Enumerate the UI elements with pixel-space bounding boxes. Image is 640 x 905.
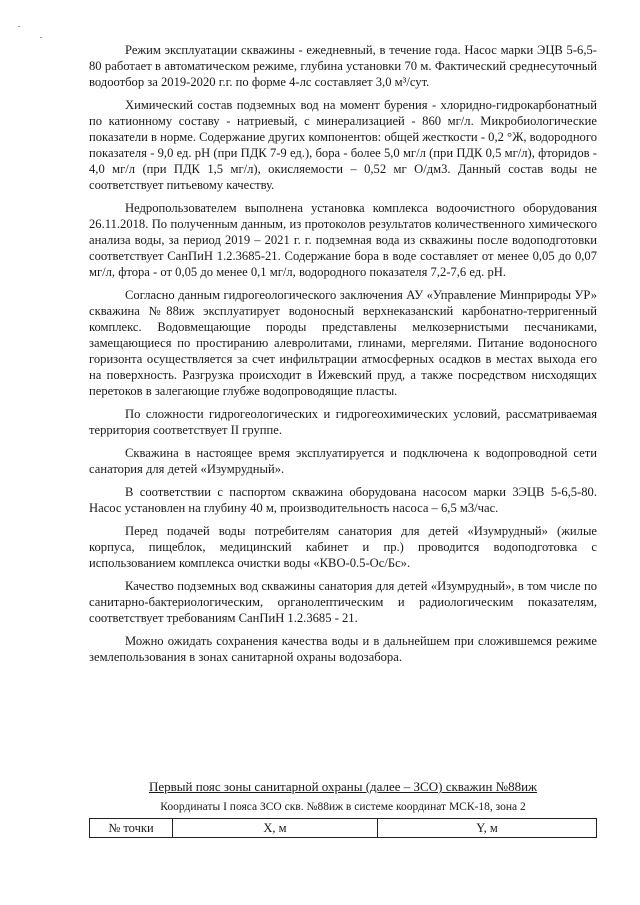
- body-text: [89, 42, 597, 672]
- table-caption: Координаты I пояса ЗСО скв. №88иж в системе координат МСК-18, зона 2: [160, 801, 526, 813]
- section-heading: Первый пояс зоны санитарной охраны (далее – ЗСО) скважин №88иж: [148, 779, 538, 794]
- paragraph: В соответствии с паспортом скважина оборудована насосом марки 3ЭЦВ 5-6,5-80. Насос установлен на глубину 40 м, производительность насоса – 6,5 м3/час.: [89, 485, 597, 515]
- paragraph: Химический состав подземных вод на момент бурения - хлоридно-гидрокарбонатный по катионному составу - натриевый, с минерализацией - 860 мг/л. Микробиологические показатели в норме. Содержание других компонентов: общей жесткости - 0,2 °Ж, водородного показателя - 9,0 ед. рН (при ПДК 7-9 ед.), бора - более 5,0 мг/л (при ПДК 0,5 мг/л), фторидов - 4,0 мг/л (при ПДК 1,5 мг/л), окисляемости – 0,52 мг О/дм3. Данный состав воды не соответствует питьевому качеству.: [89, 98, 597, 192]
- column-header-x: X, м: [173, 819, 378, 838]
- paragraph: Согласно данным гидрогеологического заключения АУ «Управление Минприроды УР» скважина №88иж эксплуатирует водоносный верхнеказанский карбонатно-терригенный комплекс. Водовмещающие породы представлены мелкозернистыми песчаниками, замещающиеся по простиранию алевролитами, глинами, мергелями. Питание водоносного горизонта осуществляется за счет инфильтрации атмосферных осадков в местах выхода его на поверхность. Разгрузка происходит в Ижевский пруд, а также посредством нисходящих перетоков в залегающие глубже водопроводящие пласты.: [89, 288, 597, 398]
- paragraph: Можно ожидать сохранения качества воды и в дальнейшем при сложившемся режиме землепользования в зонах санитарной охраны водозабора.: [89, 634, 597, 664]
- paragraph: Скважина в настоящее время эксплуатируется и подключена к водопроводной сети санатория для детей «Изумрудный».: [89, 446, 597, 476]
- paragraph: Недропользователем выполнена установка комплекса водоочистного оборудования 26.11.2018. По полученным данным, из протоколов результатов количественного химического анализа воды, за период 2019 – 2021 г. г. подземная вода из скважины после водоподготовки соответствует СанПиН 1.2.3685-21. Содержание бора в воде составляет от менее 0,05 до 0,07 мг/л, фтора - от 0,05 до менее 0,1 мг/л, водородного показателя 7,2-7,6 ед. рН.: [89, 201, 597, 279]
- coordinates-table: [89, 818, 597, 838]
- paragraph: Перед подачей воды потребителям санатория для детей «Изумрудный» (жилые корпуса, пищеблок, медицинский кабинет и пр.) проводится водоподготовка с использованием комплекса очистки воды «КВО-0.5-Ос/Бс».: [89, 524, 597, 570]
- column-header-point: № точки: [90, 819, 173, 838]
- paragraph: По сложности гидрогеологических и гидрогеохимических условий, рассматриваемая территория соответствует II группе.: [89, 407, 597, 437]
- scan-speck: [40, 37, 42, 38]
- column-header-y: Y, м: [378, 819, 597, 838]
- paragraph: Качество подземных вод скважины санатория для детей «Изумрудный», в том числе по санитарно-бактериологическим, органолептическим и радиологическим показателям, соответствует требованиям СанПиН 1.2.3685 - 21.: [89, 579, 597, 625]
- table-header-row: [90, 819, 597, 838]
- paragraph: Режим эксплуатации скважины - ежедневный, в течение года. Насос марки ЭЦВ 5-6,5-80 работает в автоматическом режиме, глубина установки 70 м. Фактический среднесуточный водоотбор за 2019-2020 г.г. по форме 4-лс составляет 3,0 м³/сут.: [89, 43, 597, 89]
- scan-speck: [18, 26, 20, 27]
